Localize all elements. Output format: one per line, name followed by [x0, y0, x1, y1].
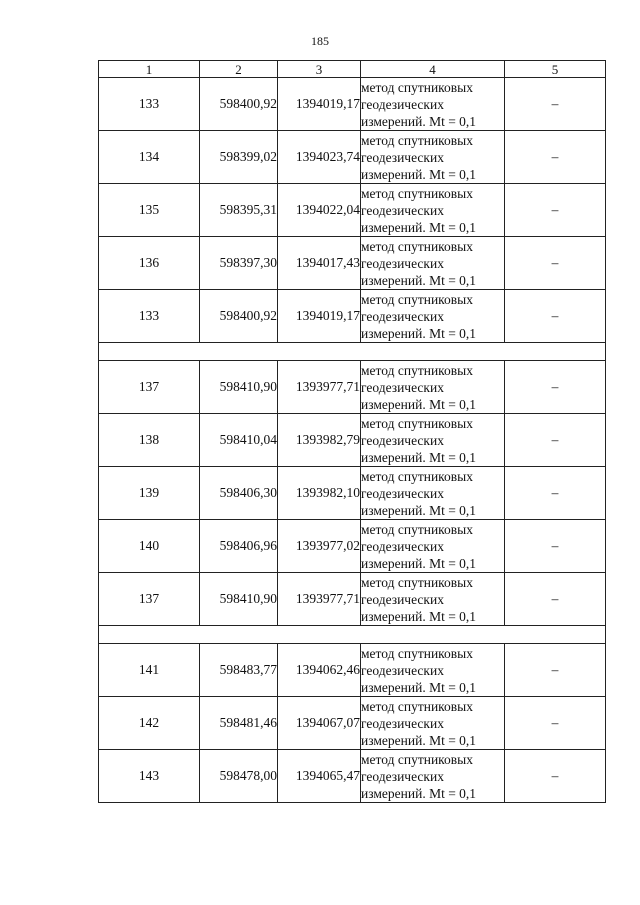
- column-5-cell: –: [505, 573, 606, 626]
- method-cell: [361, 78, 505, 131]
- method-text-line: метод спутниковых: [361, 79, 473, 95]
- table-row: [99, 361, 606, 414]
- y-coordinate-cell: 1394019,17: [278, 78, 361, 131]
- column-5-cell: –: [505, 131, 606, 184]
- column-5-cell: –: [505, 697, 606, 750]
- column-5-cell: –: [505, 750, 606, 803]
- x-coordinate-cell: 598406,96: [200, 520, 278, 573]
- table-row: [99, 237, 606, 290]
- y-coordinate-cell: 1394023,74: [278, 131, 361, 184]
- method-text-line: геодезических: [361, 591, 444, 607]
- method-text-line: измерений. Mt = 0,1: [361, 325, 477, 341]
- method-cell: [361, 697, 505, 750]
- column-5-cell: –: [505, 520, 606, 573]
- coordinates-table: [98, 60, 606, 803]
- method-cell: [361, 573, 505, 626]
- method-text-line: геодезических: [361, 768, 444, 784]
- y-coordinate-cell: 1393982,79: [278, 414, 361, 467]
- y-coordinate-cell: 1393982,10: [278, 467, 361, 520]
- column-5-cell: –: [505, 78, 606, 131]
- method-text-line: метод спутниковых: [361, 751, 473, 767]
- x-coordinate-cell: 598395,31: [200, 184, 278, 237]
- point-number-cell: 133: [99, 290, 200, 343]
- y-coordinate-cell: 1393977,71: [278, 361, 361, 414]
- method-text-line: метод спутниковых: [361, 238, 473, 254]
- column-5-cell: –: [505, 414, 606, 467]
- method-text-line: метод спутниковых: [361, 521, 473, 537]
- page-number: 185: [311, 34, 329, 48]
- method-text-line: геодезических: [361, 538, 444, 554]
- table-row: [99, 750, 606, 803]
- group-separator-row: [99, 343, 606, 361]
- column-5-cell: –: [505, 467, 606, 520]
- column-header: 1: [99, 61, 200, 78]
- column-5-cell: –: [505, 290, 606, 343]
- x-coordinate-cell: 598410,90: [200, 573, 278, 626]
- point-number-cell: 136: [99, 237, 200, 290]
- method-text-line: измерений. Mt = 0,1: [361, 785, 477, 801]
- y-coordinate-cell: 1394017,43: [278, 237, 361, 290]
- table-header-row: [99, 61, 606, 78]
- x-coordinate-cell: 598410,90: [200, 361, 278, 414]
- point-number-cell: 142: [99, 697, 200, 750]
- method-text-line: метод спутниковых: [361, 362, 473, 378]
- method-cell: [361, 361, 505, 414]
- point-number-cell: 137: [99, 361, 200, 414]
- table-row: [99, 520, 606, 573]
- point-number-cell: 134: [99, 131, 200, 184]
- method-text-line: метод спутниковых: [361, 645, 473, 661]
- method-text-line: метод спутниковых: [361, 185, 473, 201]
- column-header: 4: [361, 61, 505, 78]
- column-5-cell: –: [505, 644, 606, 697]
- method-text-line: измерений. Mt = 0,1: [361, 166, 477, 182]
- point-number-cell: 133: [99, 78, 200, 131]
- y-coordinate-cell: 1394067,07: [278, 697, 361, 750]
- method-text-line: измерений. Mt = 0,1: [361, 732, 477, 748]
- method-text-line: измерений. Mt = 0,1: [361, 396, 477, 412]
- method-text-line: геодезических: [361, 255, 444, 271]
- table-row: [99, 78, 606, 131]
- method-text-line: геодезических: [361, 149, 444, 165]
- column-header: 3: [278, 61, 361, 78]
- x-coordinate-cell: 598483,77: [200, 644, 278, 697]
- table-row: [99, 131, 606, 184]
- table-row: [99, 697, 606, 750]
- column-5-cell: –: [505, 361, 606, 414]
- table-row: [99, 467, 606, 520]
- method-text-line: измерений. Mt = 0,1: [361, 219, 477, 235]
- column-header: 2: [200, 61, 278, 78]
- y-coordinate-cell: 1394062,46: [278, 644, 361, 697]
- method-text-line: метод спутниковых: [361, 415, 473, 431]
- method-cell: [361, 414, 505, 467]
- method-text-line: метод спутниковых: [361, 132, 473, 148]
- method-text-line: измерений. Mt = 0,1: [361, 113, 477, 129]
- point-number-cell: 143: [99, 750, 200, 803]
- y-coordinate-cell: 1394022,04: [278, 184, 361, 237]
- method-cell: [361, 644, 505, 697]
- method-text-line: геодезических: [361, 308, 444, 324]
- column-header: 5: [505, 61, 606, 78]
- method-text-line: измерений. Mt = 0,1: [361, 502, 477, 518]
- method-text-line: измерений. Mt = 0,1: [361, 449, 477, 465]
- method-text-line: геодезических: [361, 662, 444, 678]
- column-5-cell: –: [505, 237, 606, 290]
- method-text-line: метод спутниковых: [361, 468, 473, 484]
- separator-cell: [99, 343, 606, 361]
- method-text-line: геодезических: [361, 379, 444, 395]
- group-separator-row: [99, 626, 606, 644]
- point-number-cell: 135: [99, 184, 200, 237]
- method-cell: [361, 290, 505, 343]
- x-coordinate-cell: 598478,00: [200, 750, 278, 803]
- table-row: [99, 414, 606, 467]
- table-row: [99, 644, 606, 697]
- x-coordinate-cell: 598406,30: [200, 467, 278, 520]
- method-text-line: измерений. Mt = 0,1: [361, 272, 477, 288]
- table-row: [99, 184, 606, 237]
- method-text-line: измерений. Mt = 0,1: [361, 679, 477, 695]
- method-text-line: геодезических: [361, 96, 444, 112]
- method-cell: [361, 750, 505, 803]
- x-coordinate-cell: 598410,04: [200, 414, 278, 467]
- method-cell: [361, 520, 505, 573]
- separator-cell: [99, 626, 606, 644]
- point-number-cell: 141: [99, 644, 200, 697]
- method-text-line: метод спутниковых: [361, 574, 473, 590]
- method-text-line: геодезических: [361, 202, 444, 218]
- x-coordinate-cell: 598400,92: [200, 290, 278, 343]
- column-5-cell: –: [505, 184, 606, 237]
- table-row: [99, 573, 606, 626]
- y-coordinate-cell: 1394019,17: [278, 290, 361, 343]
- y-coordinate-cell: 1393977,71: [278, 573, 361, 626]
- point-number-cell: 137: [99, 573, 200, 626]
- table-row: [99, 290, 606, 343]
- method-cell: [361, 467, 505, 520]
- point-number-cell: 139: [99, 467, 200, 520]
- method-cell: [361, 131, 505, 184]
- x-coordinate-cell: 598481,46: [200, 697, 278, 750]
- method-cell: [361, 237, 505, 290]
- method-cell: [361, 184, 505, 237]
- y-coordinate-cell: 1394065,47: [278, 750, 361, 803]
- point-number-cell: 138: [99, 414, 200, 467]
- y-coordinate-cell: 1393977,02: [278, 520, 361, 573]
- x-coordinate-cell: 598397,30: [200, 237, 278, 290]
- method-text-line: измерений. Mt = 0,1: [361, 555, 477, 571]
- x-coordinate-cell: 598400,92: [200, 78, 278, 131]
- method-text-line: метод спутниковых: [361, 698, 473, 714]
- method-text-line: геодезических: [361, 432, 444, 448]
- x-coordinate-cell: 598399,02: [200, 131, 278, 184]
- method-text-line: измерений. Mt = 0,1: [361, 608, 477, 624]
- method-text-line: геодезических: [361, 485, 444, 501]
- method-text-line: геодезических: [361, 715, 444, 731]
- point-number-cell: 140: [99, 520, 200, 573]
- method-text-line: метод спутниковых: [361, 291, 473, 307]
- table-body: [99, 61, 606, 803]
